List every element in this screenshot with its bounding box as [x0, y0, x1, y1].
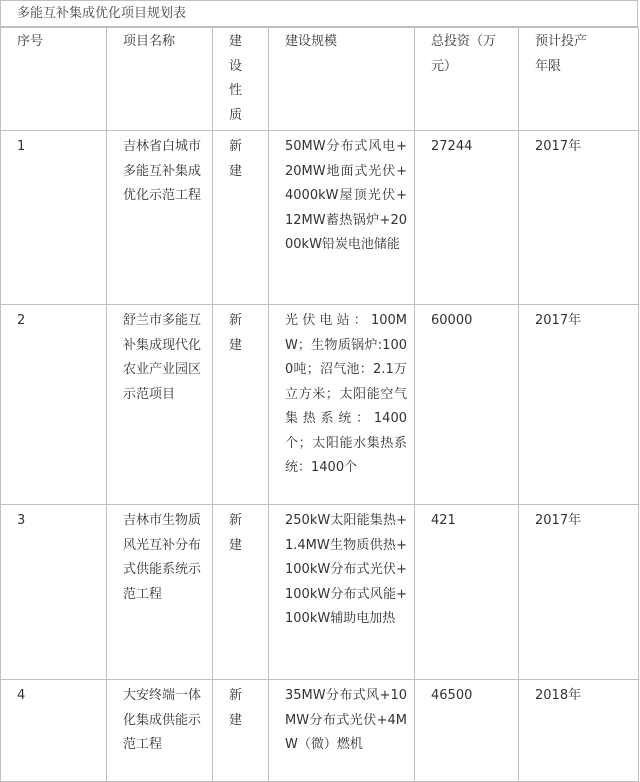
project-name: 大安终端一体化集成供能示范工程	[123, 688, 202, 752]
construction-type: 新建	[229, 513, 243, 553]
construction-scale: 35MW分布式风+10MW分布式光伏+4MW（微）燃机	[285, 688, 407, 752]
header-investment	[415, 28, 519, 131]
header-row	[1, 28, 639, 131]
project-name: 吉林市生物质风光互补分布式供能系统示范工程	[123, 513, 202, 602]
cell-type	[213, 131, 269, 305]
cell-name	[107, 131, 213, 305]
project-name: 吉林省白城市多能互补集成优化示范工程	[123, 139, 202, 203]
construction-scale: 250kW太阳能集热+1.4MW生物质供热+100kW分布式光伏+100kW分布式风能+100kW辅助电加热	[285, 513, 407, 626]
header-year-label: 预计投产年限	[535, 34, 588, 74]
table-row	[1, 680, 639, 782]
cell-investment: 46500	[415, 680, 519, 782]
construction-type: 新建	[229, 139, 243, 179]
cell-year: 2018年	[519, 680, 639, 782]
header-name: 项目名称	[107, 28, 213, 131]
cell-year: 2017年	[519, 305, 639, 505]
cell-scale	[269, 505, 415, 680]
cell-investment: 60000	[415, 305, 519, 505]
header-type	[213, 28, 269, 131]
cell-name	[107, 680, 213, 782]
cell-no: 1	[1, 131, 107, 305]
header-type-label: 建设性质	[229, 34, 243, 123]
cell-investment: 27244	[415, 131, 519, 305]
header-investment-label: 总投资（万元）	[431, 34, 497, 74]
cell-no: 2	[1, 305, 107, 505]
table-row	[1, 505, 639, 680]
construction-type: 新建	[229, 313, 243, 353]
cell-type	[213, 505, 269, 680]
project-name: 舒兰市多能互补集成现代化农业产业园区示范项目	[123, 313, 202, 402]
cell-scale	[269, 131, 415, 305]
project-table	[0, 27, 639, 782]
cell-no: 3	[1, 505, 107, 680]
cell-scale	[269, 305, 415, 505]
cell-scale	[269, 680, 415, 782]
header-no: 序号	[1, 28, 107, 131]
header-scale: 建设规模	[269, 28, 415, 131]
construction-scale: 光伏电站：100MW；生物质锅炉:1000吨；沼气池：2.1万立方米；太阳能空气集热系统：1400个；太阳能水集热系统：1400个	[285, 313, 407, 475]
table-row	[1, 305, 639, 505]
cell-name	[107, 305, 213, 505]
cell-name	[107, 505, 213, 680]
header-year	[519, 28, 639, 131]
construction-scale: 50MW分布式风电+20MW地面式光伏+4000kW屋顶光伏+12MW蓄热锅炉+2000kW铅炭电池储能	[285, 139, 407, 252]
table-row	[1, 131, 639, 305]
cell-year: 2017年	[519, 131, 639, 305]
cell-type	[213, 305, 269, 505]
cell-year: 2017年	[519, 505, 639, 680]
table-title: 多能互补集成优化项目规划表	[0, 0, 638, 27]
cell-type	[213, 680, 269, 782]
cell-no: 4	[1, 680, 107, 782]
construction-type: 新建	[229, 688, 243, 728]
cell-investment: 421	[415, 505, 519, 680]
